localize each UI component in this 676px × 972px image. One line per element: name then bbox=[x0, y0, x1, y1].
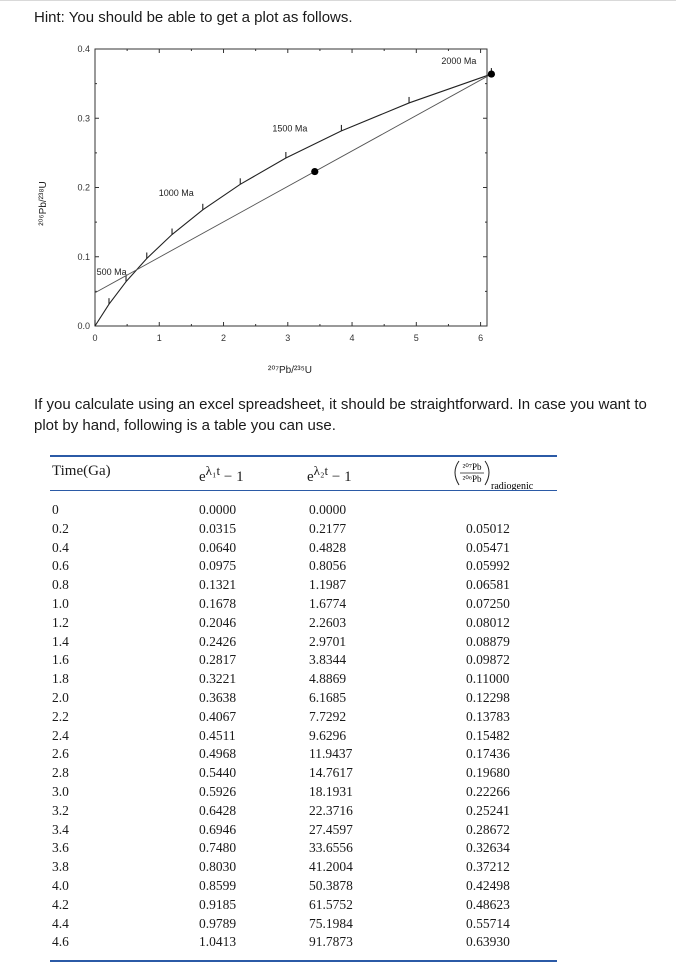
cell-lambda2: 11.9437 bbox=[309, 746, 353, 762]
cell-lambda1: 0.0315 bbox=[199, 520, 237, 536]
hint-text: Hint: You should be able to get a plot as follows. bbox=[34, 9, 353, 26]
cell-ratio: 0.28672 bbox=[466, 821, 510, 837]
cell-ratio: 0.05471 bbox=[466, 539, 510, 555]
cell-ratio: 0.17436 bbox=[466, 746, 510, 762]
table-bottom-rule bbox=[50, 960, 557, 962]
cell-lambda2: 0.4828 bbox=[309, 539, 347, 555]
cell-lambda2: 9.6296 bbox=[309, 727, 347, 743]
cell-ratio: 0.42498 bbox=[466, 877, 510, 893]
data-point bbox=[488, 70, 495, 77]
header-lambda1-exp: λ₁t bbox=[205, 463, 221, 478]
cell-ratio: 0.13783 bbox=[466, 708, 510, 724]
cell-time: 1.2 bbox=[52, 614, 69, 630]
cell-time: 3.2 bbox=[52, 802, 69, 818]
cell-lambda2: 41.2004 bbox=[309, 859, 353, 875]
x-axis-label: ²⁰⁷Pb/²³⁵U bbox=[268, 365, 312, 376]
instructions-paragraph: If you calculate using an excel spreadsheet, it should be straightforward. In case you want to plot by hand, following is a table you can use. bbox=[34, 396, 647, 434]
cell-time: 3.6 bbox=[52, 840, 69, 856]
cell-lambda1: 0.4968 bbox=[199, 746, 237, 762]
cell-time: 0 bbox=[52, 502, 59, 517]
cell-lambda2: 18.1931 bbox=[309, 783, 353, 799]
cell-lambda1: 0.3638 bbox=[199, 689, 237, 705]
cell-time: 3.8 bbox=[52, 859, 69, 875]
cell-time: 0.4 bbox=[52, 539, 69, 555]
cell-lambda2: 1.6774 bbox=[309, 595, 347, 611]
cell-lambda2: 0.2177 bbox=[309, 520, 347, 536]
cell-time: 2.6 bbox=[52, 746, 69, 762]
cell-lambda1: 0.3221 bbox=[199, 671, 237, 687]
cell-time: 0.6 bbox=[52, 558, 69, 574]
cell-lambda2: 50.3878 bbox=[309, 877, 353, 893]
y-tick-label: 0.3 bbox=[77, 113, 90, 124]
cell-lambda2: 0.8056 bbox=[309, 558, 347, 574]
cell-lambda2: 2.9701 bbox=[309, 633, 347, 649]
cell-lambda1: 0.0000 bbox=[199, 502, 237, 517]
data-table bbox=[50, 455, 557, 963]
cell-ratio: 0.15482 bbox=[466, 727, 510, 743]
cell-ratio: 0.06581 bbox=[466, 577, 510, 593]
header-lambda2-base: e bbox=[307, 469, 314, 485]
cell-time: 0.2 bbox=[52, 520, 69, 536]
cell-ratio bbox=[466, 501, 510, 520]
cell-ratio: 0.05012 bbox=[466, 520, 510, 536]
cell-lambda2: 1.1987 bbox=[309, 577, 347, 593]
header-time: Time(Ga) bbox=[52, 463, 111, 479]
cell-lambda1: 0.1321 bbox=[199, 577, 237, 593]
cell-lambda2: 33.6556 bbox=[309, 840, 353, 856]
cell-ratio: 0.08879 bbox=[466, 633, 510, 649]
age-label: 500 Ma bbox=[96, 267, 127, 278]
column-lambda2 bbox=[309, 501, 353, 952]
column-ratio bbox=[466, 501, 510, 952]
cell-ratio: 0.37212 bbox=[466, 859, 510, 875]
cell-time: 1.8 bbox=[52, 671, 69, 687]
cell-ratio: 0.19680 bbox=[466, 765, 510, 781]
cell-time: 4.0 bbox=[52, 877, 69, 893]
cell-ratio: 0.32634 bbox=[466, 840, 510, 856]
cell-lambda1: 0.6946 bbox=[199, 821, 237, 837]
x-tick-label: 1 bbox=[156, 333, 162, 343]
cell-lambda2: 91.7873 bbox=[309, 934, 353, 950]
paren-left bbox=[455, 461, 459, 485]
x-tick-label: 6 bbox=[478, 333, 484, 343]
cell-lambda2: 27.4597 bbox=[309, 821, 353, 837]
cell-time: 3.4 bbox=[52, 821, 69, 837]
cell-lambda1: 0.5440 bbox=[199, 765, 237, 781]
cell-time: 1.0 bbox=[52, 595, 69, 611]
cell-time: 0.8 bbox=[52, 577, 69, 593]
y-tick-label: 0.0 bbox=[77, 321, 90, 331]
column-lambda1 bbox=[199, 501, 236, 952]
table-top-rule bbox=[50, 455, 557, 457]
header-lambda2-tail: − 1 bbox=[328, 469, 352, 485]
cell-ratio: 0.25241 bbox=[466, 802, 510, 818]
cell-lambda2: 6.1685 bbox=[309, 689, 347, 705]
cell-lambda2: 14.7617 bbox=[309, 765, 353, 781]
cell-time: 1.6 bbox=[52, 652, 69, 668]
data-point bbox=[311, 168, 318, 175]
cell-lambda1: 0.8030 bbox=[199, 859, 237, 875]
cell-lambda2: 2.2603 bbox=[309, 614, 347, 630]
cell-ratio: 0.08012 bbox=[466, 614, 510, 630]
header-lambda1-base: e bbox=[199, 469, 206, 485]
cell-ratio: 0.22266 bbox=[466, 783, 510, 799]
cell-ratio: 0.07250 bbox=[466, 595, 510, 611]
concordia-curve bbox=[95, 74, 491, 326]
x-tick-label: 5 bbox=[413, 333, 419, 343]
column-time bbox=[52, 501, 69, 952]
cell-lambda2: 3.8344 bbox=[309, 652, 347, 668]
cell-lambda1: 0.1678 bbox=[199, 595, 237, 611]
cell-lambda1: 0.2046 bbox=[199, 614, 237, 630]
cell-lambda1: 0.5926 bbox=[199, 783, 237, 799]
cell-lambda2: 7.7292 bbox=[309, 708, 347, 724]
discordia-line bbox=[95, 74, 491, 293]
y-tick-label: 0.1 bbox=[77, 251, 90, 262]
age-label: 1000 Ma bbox=[158, 187, 194, 198]
age-label: 2000 Ma bbox=[441, 56, 477, 67]
cell-time: 1.4 bbox=[52, 633, 69, 649]
cell-lambda1: 0.9185 bbox=[199, 896, 237, 912]
y-tick-label: 0.2 bbox=[77, 182, 90, 193]
x-tick-label: 0 bbox=[92, 333, 98, 343]
y-tick-label: 0.4 bbox=[77, 44, 90, 54]
cell-time: 2.0 bbox=[52, 689, 69, 705]
ratio-subscript: radiogenic bbox=[491, 481, 534, 490]
cell-time: 4.2 bbox=[52, 896, 69, 912]
x-tick-label: 3 bbox=[285, 333, 291, 343]
cell-ratio: 0.09872 bbox=[466, 652, 510, 668]
cell-lambda1: 0.2817 bbox=[199, 652, 237, 668]
cell-lambda1: 0.4511 bbox=[199, 727, 236, 743]
header-lambda1 bbox=[199, 463, 244, 486]
x-tick-label: 4 bbox=[349, 333, 355, 343]
ratio-denominator: ²⁰⁶Pb bbox=[462, 474, 482, 484]
header-lambda2 bbox=[307, 463, 352, 486]
cell-time: 3.0 bbox=[52, 783, 69, 799]
cell-time: 2.2 bbox=[52, 708, 69, 724]
cell-lambda1: 0.6428 bbox=[199, 802, 237, 818]
cell-lambda1: 0.4067 bbox=[199, 708, 237, 724]
cell-lambda1: 1.0413 bbox=[199, 934, 237, 950]
cell-ratio: 0.05992 bbox=[466, 558, 510, 574]
age-label: 1500 Ma bbox=[272, 123, 308, 134]
cell-lambda2: 22.3716 bbox=[309, 802, 353, 818]
header-lambda1-tail: − 1 bbox=[220, 469, 244, 485]
cell-ratio: 0.12298 bbox=[466, 689, 510, 705]
top-divider bbox=[0, 0, 676, 1]
cell-ratio: 0.48623 bbox=[466, 896, 510, 912]
cell-lambda1: 0.0975 bbox=[199, 558, 237, 574]
cell-time: 4.6 bbox=[52, 934, 69, 950]
cell-lambda2: 61.5752 bbox=[309, 896, 353, 912]
cell-lambda1: 0.7480 bbox=[199, 840, 237, 856]
header-ratio bbox=[447, 458, 547, 490]
cell-time: 2.4 bbox=[52, 727, 69, 743]
cell-lambda1: 0.2426 bbox=[199, 633, 237, 649]
cell-ratio: 0.55714 bbox=[466, 915, 510, 931]
header-lambda2-exp: λ₂t bbox=[313, 463, 329, 478]
cell-ratio: 0.63930 bbox=[466, 934, 510, 950]
cell-lambda2: 4.8869 bbox=[309, 671, 347, 687]
cell-time: 4.4 bbox=[52, 915, 69, 931]
paren-right bbox=[485, 461, 489, 485]
cell-lambda1: 0.8599 bbox=[199, 877, 237, 893]
y-axis-label: ²⁰⁶Pb/²³⁸U bbox=[38, 181, 49, 226]
cell-time: 2.8 bbox=[52, 765, 69, 781]
plot-frame bbox=[95, 49, 487, 326]
cell-lambda2: 0.0000 bbox=[309, 502, 347, 517]
table-header-rule bbox=[50, 490, 557, 491]
cell-lambda2: 75.1984 bbox=[309, 915, 353, 931]
x-tick-label: 2 bbox=[221, 333, 227, 343]
cell-lambda1: 0.9789 bbox=[199, 915, 237, 931]
cell-ratio: 0.11000 bbox=[466, 671, 510, 687]
cell-lambda1: 0.0640 bbox=[199, 539, 237, 555]
concordia-plot bbox=[0, 36, 676, 386]
ratio-numerator: ²⁰⁷Pb bbox=[462, 462, 482, 472]
